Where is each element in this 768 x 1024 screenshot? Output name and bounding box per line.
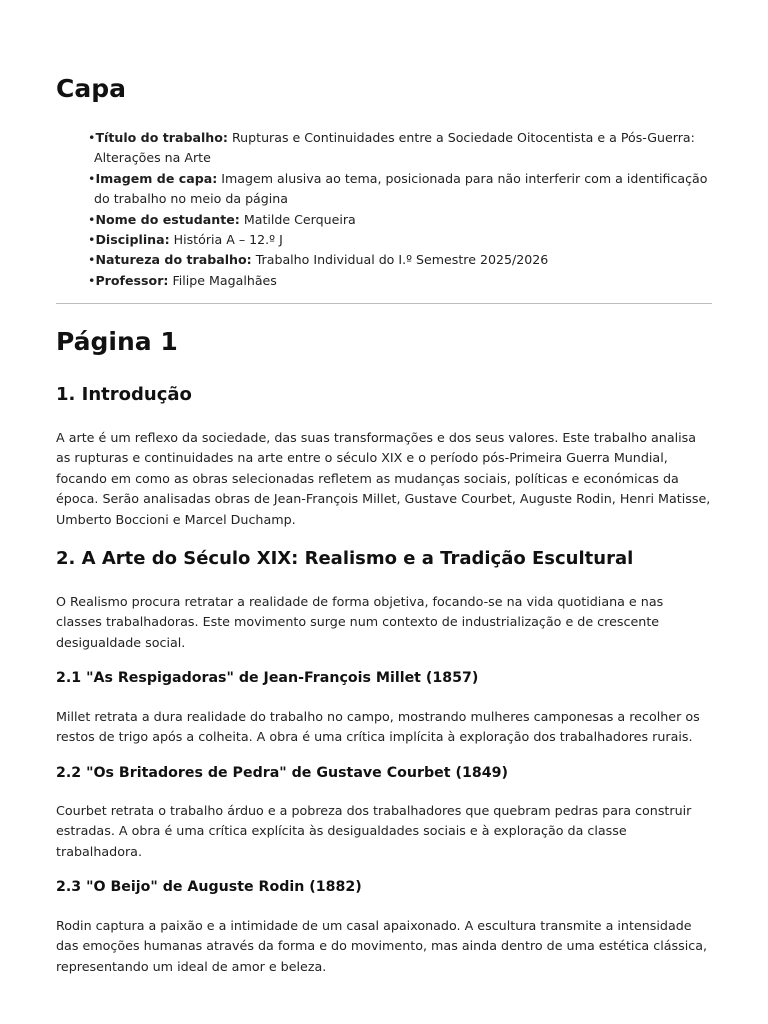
cover-item-value: Rupturas e Continuidades entre a Sociedade Oitocentista e a Pós-Guerra: — [231, 130, 695, 145]
cover-heading: Capa — [56, 74, 126, 103]
bullet: • — [88, 170, 96, 186]
cover-item-work-type — [88, 250, 718, 270]
subsection-title-millet: 2.1 "As Respigadoras" de Jean-François Millet (1857) — [56, 670, 479, 686]
cover-item-label: Professor: — [95, 272, 169, 288]
section-title-introduction: 1. Introdução — [56, 384, 192, 405]
cover-item-value-continued: do trabalho no meio da página — [94, 191, 288, 207]
cover-item-title — [88, 128, 718, 169]
cover-item-value: História A – 12.º J — [173, 232, 283, 248]
cover-item-value: Matilde Cerqueira — [243, 211, 356, 227]
cover-item-value-continued: Alterações na Arte — [94, 150, 211, 166]
subsection-title-courbet: 2.2 "Os Britadores de Pedra" de Gustave Courbet (1849) — [56, 765, 508, 781]
cover-item-teacher — [88, 271, 718, 291]
realism-paragraph: O Realismo procura retratar a realidade de forma objetiva, focando-se na vida quotidiana e nas classes trabalhadoras. Este movimento surge num contexto de industrialização e de crescente desigualdade social. — [56, 594, 664, 650]
cover-item-value: Imagem alusiva ao tema, posicionada para não interferir com a identificação — [221, 170, 708, 186]
cover-item-label: Título do trabalho: — [95, 130, 228, 145]
subsection-title-rodin: 2.3 "O Beijo" de Auguste Rodin (1882) — [56, 879, 362, 895]
millet-paragraph: Millet retrata a dura realidade do trabalho no campo, mostrando mulheres camponesas a recolher os restos de trigo após a colheita. A obra é uma crítica implícita à exploração dos trabalhadores rurais. — [56, 709, 700, 745]
bullet: • — [88, 272, 96, 288]
introduction-paragraph: A arte é um reflexo da sociedade, das suas transformações e dos seus valores. Este trabalho analisa as rupturas e continuidades na arte entre o século XIX e o período pós-Primeira Guerra Mundial, focando em como as obras selecionadas refletem as mudanças sociais, políticas e económicas da época. Serão analisadas obras de Jean-François Millet, Gustave Courbet, Auguste Rodin, Henri Matisse, Umberto Boccioni e Marcel Duchamp. — [56, 430, 711, 527]
section-divider — [56, 303, 712, 304]
bullet: • — [88, 211, 96, 227]
section-title-realism: 2. A Arte do Século XIX: Realismo e a Tradição Escultural — [56, 548, 634, 569]
bullet: • — [88, 130, 96, 145]
cover-item-image — [88, 169, 718, 210]
cover-item-value: Filipe Magalhães — [172, 272, 277, 288]
courbet-paragraph: Courbet retrata o trabalho árduo e a pobreza dos trabalhadores que quebram pedras para construir estradas. A obra é uma crítica explícita às desigualdades sociais e à exploração da classe trabalhadora. — [56, 803, 692, 859]
cover-item-label: Natureza do trabalho: — [95, 252, 252, 268]
cover-details-list — [88, 128, 718, 291]
cover-item-value: Trabalho Individual do I.º Semestre 2025/2026 — [255, 252, 549, 268]
bullet: • — [88, 252, 96, 268]
page-heading: Página 1 — [56, 327, 178, 356]
rodin-paragraph: Rodin captura a paixão e a intimidade de um casal apaixonado. A escultura transmite a intensidade das emoções humanas através da forma e do movimento, mas ainda dentro de uma estética clássica, representando um ideal de amor e beleza. — [56, 918, 708, 974]
cover-item-label: Nome do estudante: — [95, 211, 240, 227]
cover-item-student — [88, 210, 718, 230]
bullet: • — [88, 232, 96, 248]
cover-item-label: Disciplina: — [95, 232, 170, 248]
cover-item-subject — [88, 230, 718, 250]
cover-item-label: Imagem de capa: — [95, 170, 218, 186]
